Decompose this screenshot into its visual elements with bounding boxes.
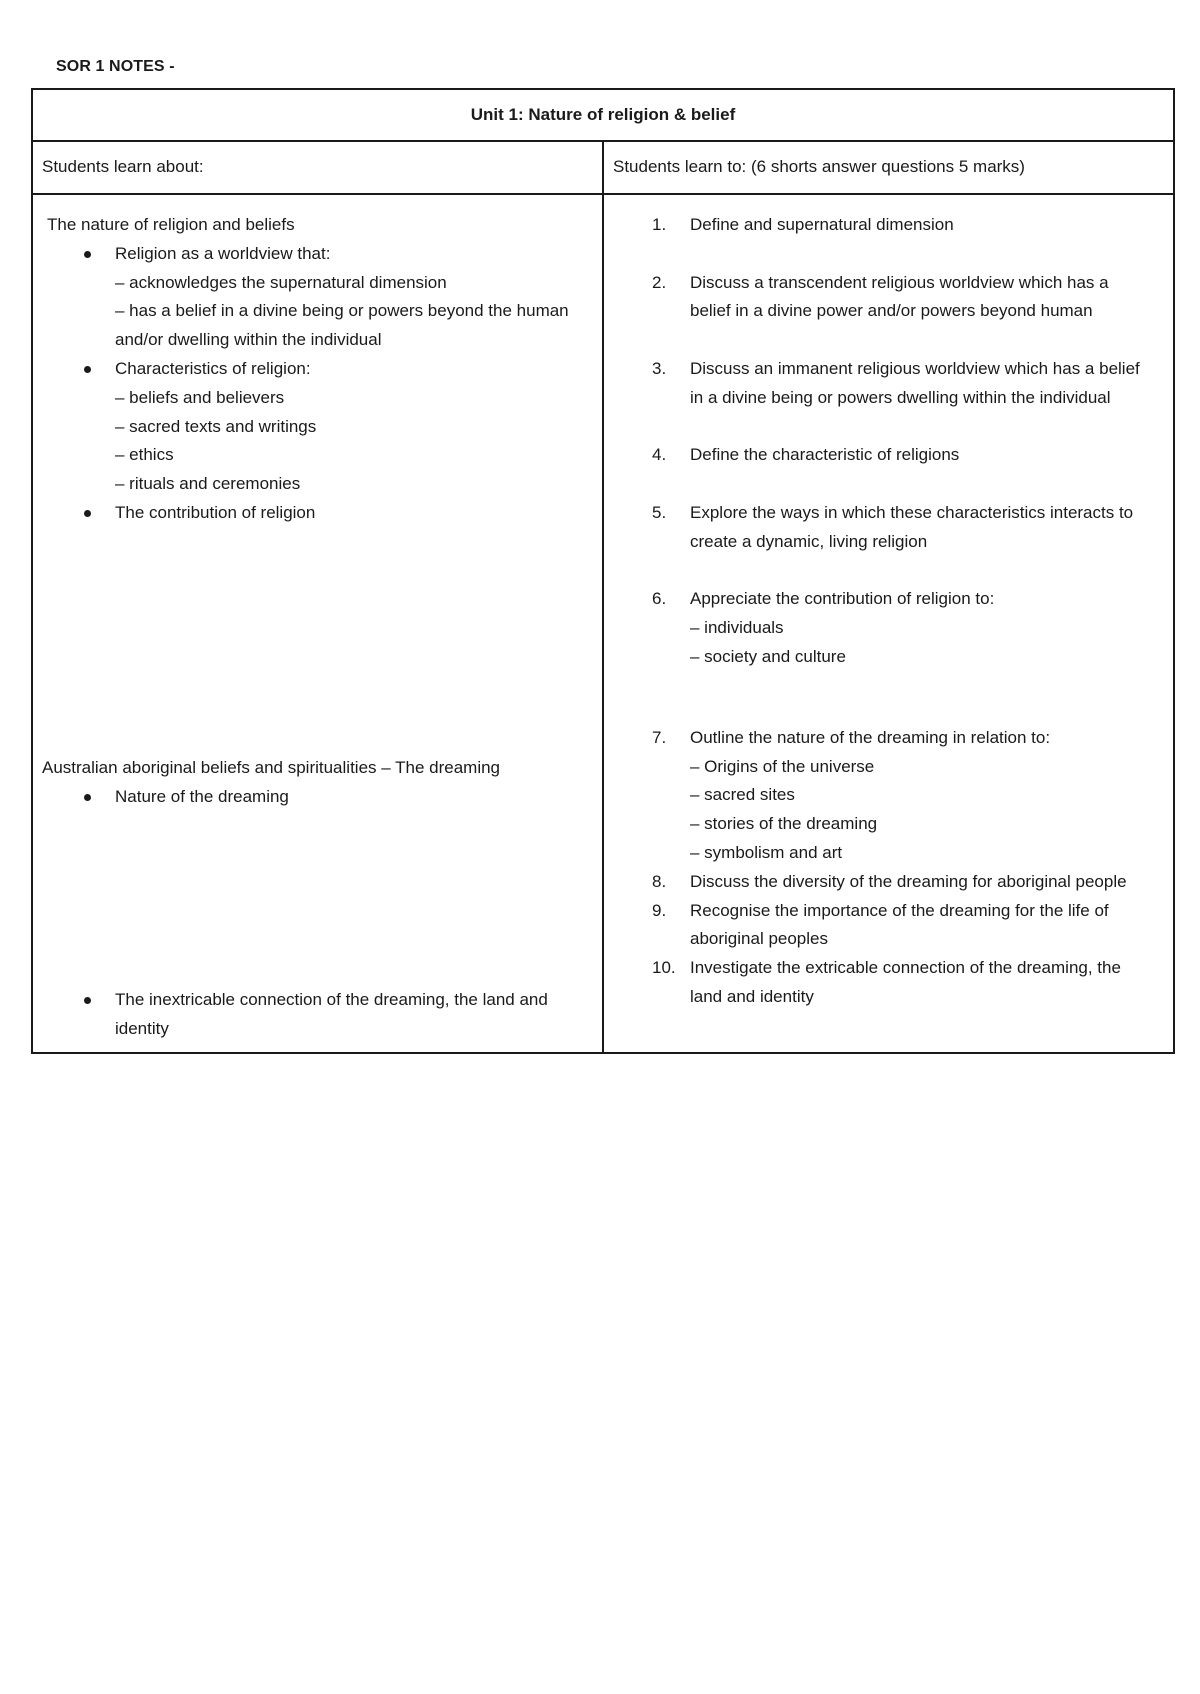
outcome-item: [618, 211, 1153, 240]
outcome-number: 7.: [652, 727, 667, 747]
bullet-item: [42, 240, 590, 355]
outcome-text: Outline the nature of the dreaming in relation to:: [690, 727, 1051, 747]
learn-to-cell: [603, 194, 1174, 1053]
bullet-item: [42, 783, 590, 812]
outcome-subitem: – stories of the dreaming: [690, 814, 878, 834]
outcome-item: [618, 724, 1153, 868]
section-title-dreaming: Australian aboriginal beliefs and spiritualities – The dreaming: [42, 757, 501, 777]
outcome-number: 10.: [652, 958, 676, 978]
outcome-item: [618, 954, 1153, 1012]
learn-about-header: Students learn about:: [32, 141, 603, 194]
syllabus-table: [31, 88, 1175, 1054]
bullet-subitem: – rituals and ceremonies: [115, 474, 301, 494]
learn-to-header: Students learn to: (6 shorts answer questions 5 marks): [603, 141, 1174, 194]
bullet-text: The contribution of religion: [115, 502, 316, 522]
outcome-subitem: – sacred sites: [690, 785, 795, 805]
document-title: SOR 1 NOTES -: [56, 58, 175, 75]
outcome-subitem: – society and culture: [690, 646, 846, 666]
outcome-item: [618, 355, 1153, 413]
outcome-text: Recognise the importance of the dreaming for the life of aboriginal peoples: [690, 900, 1109, 949]
outcome-text: Define and supernatural dimension: [690, 215, 954, 234]
bullet-subitem: – ethics: [115, 445, 174, 465]
outcome-number: 4.: [652, 445, 667, 465]
outcome-subitem: – Origins of the universe: [690, 756, 875, 776]
dreaming-bullet-list-1: [42, 783, 590, 812]
outcome-item: [618, 868, 1153, 897]
bullet-item: [42, 499, 590, 528]
bullet-item: [42, 355, 590, 499]
bullet-subitem: – beliefs and believers: [115, 387, 285, 407]
outcome-subitem: – individuals: [690, 618, 784, 638]
bullet-subitem: – has a belief in a divine being or powers beyond the human and/or dwelling within the individual: [115, 301, 569, 350]
outcome-item: [618, 585, 1153, 671]
outcome-text: Explore the ways in which these characteristics interacts to create a dynamic, living religion: [690, 502, 1134, 551]
bullet-item: [42, 986, 590, 1044]
bullet-text: The inextricable connection of the dreaming, the land and identity: [115, 990, 548, 1039]
outcome-number: 2.: [652, 272, 667, 292]
bullet-text: Religion as a worldview that:: [115, 243, 331, 263]
outcome-text: Define the characteristic of religions: [690, 445, 960, 465]
dreaming-bullet-list-2: [42, 986, 590, 1044]
nature-bullet-list: [42, 240, 590, 528]
outcome-number: 3.: [652, 358, 667, 378]
learn-about-cell: [32, 194, 603, 1053]
outcome-text: Discuss the diversity of the dreaming for aboriginal people: [690, 871, 1127, 891]
outcome-subitem: – symbolism and art: [690, 842, 843, 862]
outcome-item: [618, 499, 1153, 557]
unit-title: Unit 1: Nature of religion & belief: [32, 89, 1174, 141]
bullet-text: Characteristics of religion:: [115, 358, 311, 378]
outcome-text: Investigate the extricable connection of the dreaming, the land and identity: [690, 958, 1121, 1006]
outcomes-list: [618, 211, 1153, 1012]
outcome-item: [618, 269, 1153, 327]
outcome-text: Discuss an immanent religious worldview which has a belief in a divine being or powers dwelling within the individual: [690, 358, 1140, 407]
outcome-text: Appreciate the contribution of religion to:: [690, 589, 995, 609]
outcome-number: 9.: [652, 900, 667, 920]
outcome-number: 1.: [652, 215, 667, 234]
outcome-item: [618, 897, 1153, 955]
outcome-number: 6.: [652, 589, 667, 609]
outcome-text: Discuss a transcendent religious worldview which has a belief in a divine power and/or powers beyond human: [690, 272, 1109, 321]
outcome-number: 8.: [652, 871, 667, 891]
bullet-subitem: – acknowledges the supernatural dimension: [115, 272, 447, 292]
outcome-item: [618, 441, 1153, 470]
section-title-nature: The nature of religion and beliefs: [47, 215, 295, 234]
bullet-subitem: – sacred texts and writings: [115, 416, 317, 436]
bullet-text: Nature of the dreaming: [115, 786, 289, 806]
outcome-number: 5.: [652, 502, 667, 522]
